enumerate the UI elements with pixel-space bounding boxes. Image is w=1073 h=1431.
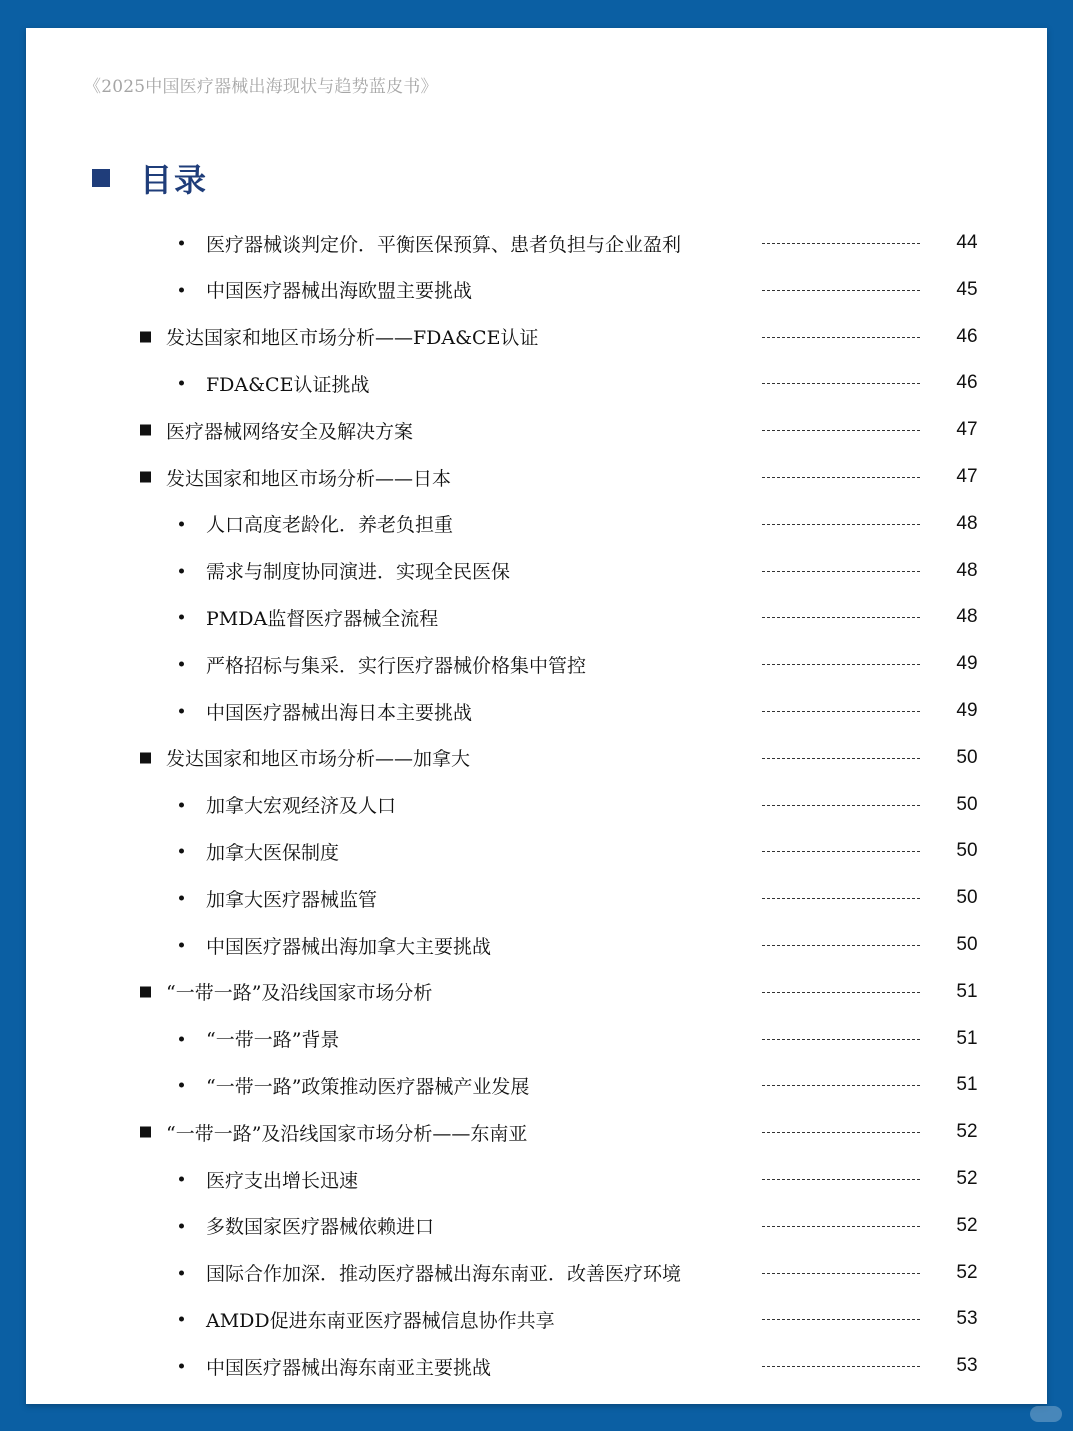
toc-page-number: 49 — [956, 700, 978, 721]
toc-entry[interactable] — [26, 322, 1047, 352]
toc-entry-label: FDA&CE认证挑战 — [206, 373, 370, 396]
dot-bullet-icon — [179, 896, 184, 901]
toc-page-number: 50 — [956, 887, 978, 909]
toc-entry-label: PMDA监督医疗器械全流程 — [206, 607, 439, 630]
toc-entry[interactable] — [26, 743, 1047, 773]
toc-entry-label: 中国医疗器械出海日本主要挑战 — [206, 701, 473, 724]
toc-entry[interactable] — [26, 509, 1047, 539]
toc-entry-label: 加拿大宏观经济及人口 — [206, 795, 397, 818]
dot-bullet-icon — [179, 287, 184, 292]
toc-leader-dashes — [762, 1085, 920, 1086]
toc-entry-label: 医疗器械网络安全及解决方案 — [166, 420, 414, 443]
toc-leader-dashes — [762, 851, 920, 852]
dot-bullet-icon — [179, 615, 184, 620]
toc-leader-dashes — [762, 243, 920, 244]
toc-leader-dashes — [762, 1319, 920, 1320]
toc-entry[interactable] — [26, 275, 1047, 305]
toc-entry[interactable] — [26, 1351, 1047, 1381]
toc-leader-dashes — [762, 1366, 920, 1367]
watermark-icon — [1030, 1406, 1062, 1422]
toc-leader-dashes — [762, 430, 920, 431]
toc-page-number: 51 — [956, 980, 978, 1002]
toc-entry[interactable] — [26, 1164, 1047, 1194]
toc-page-number: 52 — [956, 1121, 978, 1143]
dot-bullet-icon — [179, 1036, 184, 1041]
toc-page-number: 51 — [956, 1027, 978, 1049]
dot-bullet-icon — [179, 943, 184, 948]
toc-page-number: 52 — [956, 1168, 978, 1189]
toc-page-number: 52 — [956, 1214, 978, 1236]
toc-entry[interactable] — [26, 462, 1047, 492]
square-bullet-icon — [140, 986, 151, 997]
toc-entry[interactable] — [26, 1258, 1047, 1288]
toc-leader-dashes — [762, 571, 920, 572]
toc-page-number: 47 — [956, 419, 978, 441]
toc-leader-dashes — [762, 992, 920, 993]
toc-entry-label: 中国医疗器械出海加拿大主要挑战 — [206, 935, 492, 958]
dot-bullet-icon — [179, 662, 184, 667]
toc-page-number: 50 — [956, 840, 978, 862]
square-bullet-icon — [140, 472, 151, 483]
toc-entry-label: 中国医疗器械出海欧盟主要挑战 — [206, 280, 473, 303]
dot-bullet-icon — [179, 802, 184, 807]
toc-entry[interactable] — [26, 836, 1047, 866]
toc-leader-dashes — [762, 664, 920, 665]
toc-entry[interactable] — [26, 649, 1047, 679]
toc-entry-label: 严格招标与集采．实行医疗器械价格集中管控 — [206, 654, 587, 677]
toc-page-number: 45 — [956, 278, 978, 300]
toc-leader-dashes — [762, 617, 920, 618]
toc-leader-dashes — [762, 290, 920, 291]
toc-entry[interactable] — [26, 930, 1047, 960]
toc-page-number: 47 — [956, 466, 978, 487]
dot-bullet-icon — [179, 1177, 184, 1182]
toc-entry-label: 发达国家和地区市场分析——日本 — [166, 467, 452, 490]
toc-entry-label: 发达国家和地区市场分析——加拿大 — [166, 748, 471, 771]
toc-entry-label: 国际合作加深．推动医疗器械出海东南亚．改善医疗环境 — [206, 1263, 682, 1286]
toc-page-number: 53 — [956, 1355, 978, 1377]
dot-bullet-icon — [179, 1317, 184, 1322]
toc-leader-dashes — [762, 477, 920, 478]
toc-leader-dashes — [762, 805, 920, 806]
toc-entry-label: AMDD促进东南亚医疗器械信息协作共享 — [206, 1309, 555, 1332]
toc-entry[interactable] — [26, 1304, 1047, 1334]
toc-leader-dashes — [762, 711, 920, 712]
toc-page-number: 46 — [956, 325, 978, 347]
toc-leader-dashes — [762, 1039, 920, 1040]
toc-entry-label: 医疗器械谈判定价．平衡医保预算、患者负担与企业盈利 — [206, 233, 682, 256]
toc-leader-dashes — [762, 524, 920, 525]
toc-entry[interactable] — [26, 790, 1047, 820]
toc-entry-label: “一带一路”及沿线国家市场分析 — [166, 982, 433, 1005]
toc-entry[interactable] — [26, 1024, 1047, 1054]
toc-leader-dashes — [762, 898, 920, 899]
toc-entry[interactable] — [26, 556, 1047, 586]
dot-bullet-icon — [179, 1083, 184, 1088]
toc-entry-label: 发达国家和地区市场分析——FDA&CE认证 — [166, 327, 539, 350]
toc-entry[interactable] — [26, 883, 1047, 913]
dot-bullet-icon — [179, 1223, 184, 1228]
dot-bullet-icon — [179, 241, 184, 246]
toc-entry[interactable] — [26, 1070, 1047, 1100]
toc-leader-dashes — [762, 1273, 920, 1274]
toc-page-number: 51 — [956, 1074, 978, 1096]
toc-entry-label: 中国医疗器械出海东南亚主要挑战 — [206, 1356, 492, 1379]
toc-page-number: 44 — [956, 232, 978, 253]
toc-entry[interactable] — [26, 415, 1047, 445]
dot-bullet-icon — [179, 521, 184, 526]
toc-page-number: 49 — [956, 653, 978, 675]
toc-entry-label: 加拿大医保制度 — [206, 841, 340, 864]
toc-page-number: 50 — [956, 793, 978, 815]
toc-leader-dashes — [762, 758, 920, 759]
toc-entry[interactable] — [26, 368, 1047, 398]
toc-entry-label: “一带一路”背景 — [206, 1029, 340, 1052]
toc-entry-label: “一带一路”及沿线国家市场分析——东南亚 — [166, 1122, 528, 1145]
toc-page-number: 48 — [956, 606, 978, 628]
toc-page-number: 46 — [956, 372, 978, 394]
toc-page-number: 53 — [956, 1308, 978, 1330]
document-page — [26, 28, 1047, 1404]
toc-list — [26, 28, 1047, 1404]
document-header: 《2025中国医疗器械出海现状与趋势蓝皮书》 — [84, 77, 438, 97]
toc-entry[interactable] — [26, 602, 1047, 632]
square-bullet-icon — [140, 1127, 151, 1138]
toc-heading-text: 目录 — [140, 161, 209, 199]
toc-leader-dashes — [762, 1226, 920, 1227]
toc-entry-label: 多数国家医疗器械依赖进口 — [206, 1216, 435, 1239]
toc-entry[interactable] — [26, 228, 1047, 258]
square-bullet-icon — [140, 752, 151, 763]
dot-bullet-icon — [179, 381, 184, 386]
toc-page-number: 48 — [956, 512, 978, 534]
toc-leader-dashes — [762, 337, 920, 338]
dot-bullet-icon — [179, 709, 184, 714]
toc-entry[interactable] — [26, 696, 1047, 726]
toc-page-number: 50 — [956, 746, 978, 768]
square-bullet-icon — [140, 425, 151, 436]
toc-entry-label: 医疗支出增长迅速 — [206, 1169, 359, 1192]
toc-entry[interactable] — [26, 1117, 1047, 1147]
toc-entry[interactable] — [26, 977, 1047, 1007]
toc-entry-label: 加拿大医疗器械监管 — [206, 888, 378, 911]
dot-bullet-icon — [179, 568, 184, 573]
toc-entry-label: 需求与制度协同演进．实现全民医保 — [206, 561, 511, 584]
toc-leader-dashes — [762, 945, 920, 946]
toc-page-number: 50 — [956, 934, 978, 955]
toc-entry-label: 人口高度老龄化．养老负担重 — [206, 514, 454, 537]
toc-page-number: 52 — [956, 1261, 978, 1283]
toc-leader-dashes — [762, 1179, 920, 1180]
toc-leader-dashes — [762, 383, 920, 384]
toc-entry[interactable] — [26, 1211, 1047, 1241]
dot-bullet-icon — [179, 1270, 184, 1275]
square-bullet-icon — [140, 331, 151, 342]
dot-bullet-icon — [179, 1364, 184, 1369]
toc-entry-label: “一带一路”政策推动医疗器械产业发展 — [206, 1075, 530, 1098]
dot-bullet-icon — [179, 849, 184, 854]
toc-page-number: 48 — [956, 559, 978, 581]
toc-leader-dashes — [762, 1132, 920, 1133]
